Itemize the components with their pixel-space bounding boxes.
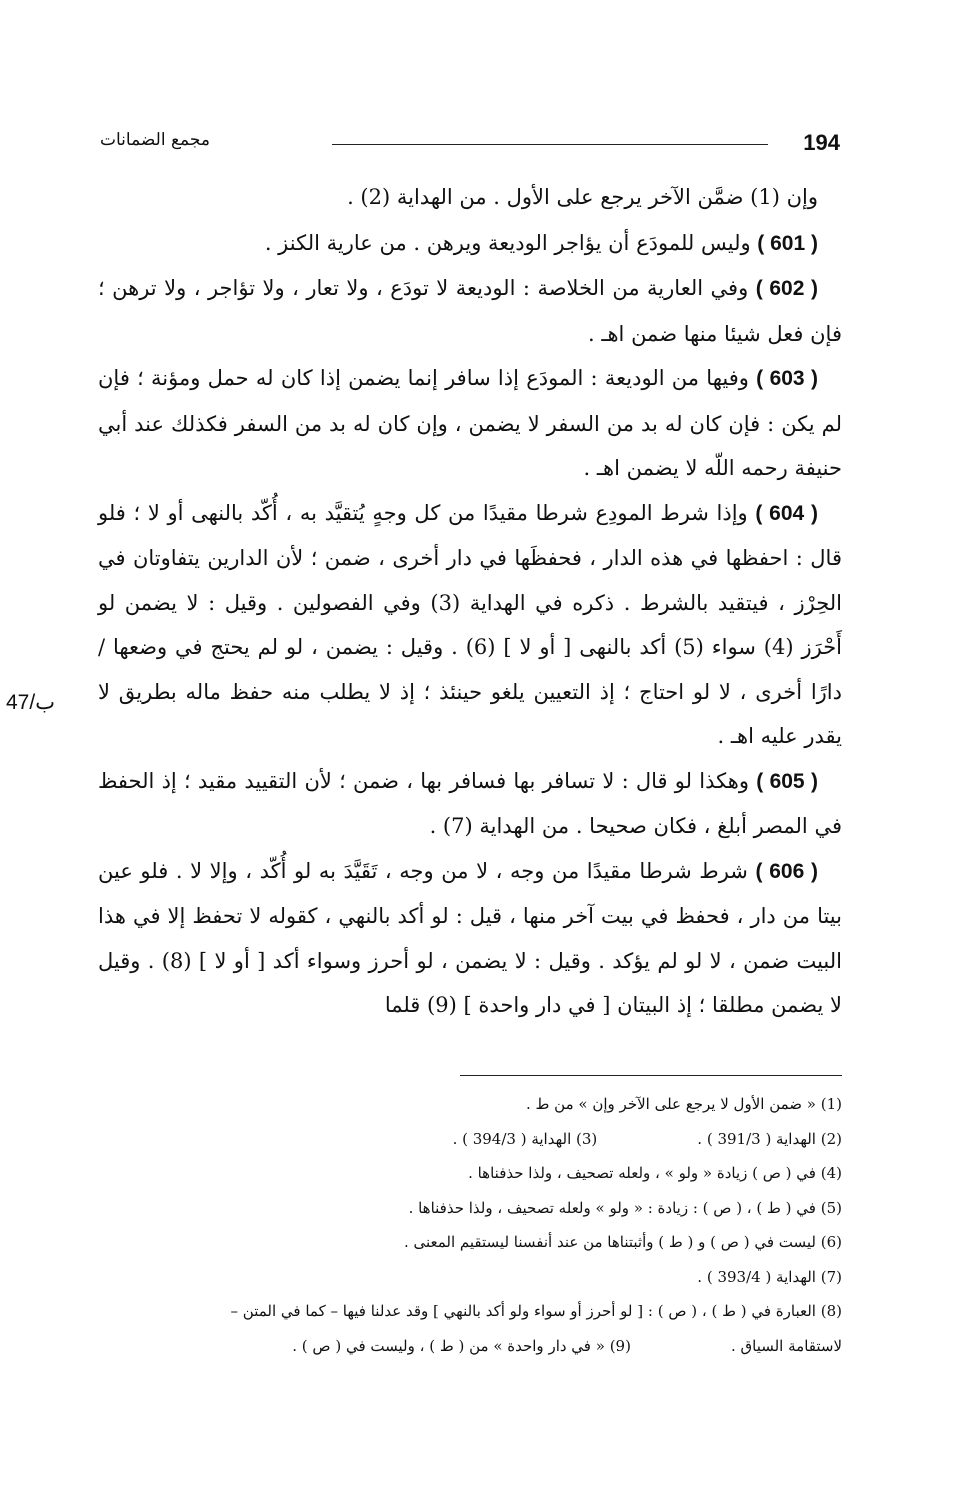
footnote: (4) في ( ص ) زيادة « ولو » ، ولعله تصحيف ، ولذا حذفناها . xyxy=(468,1164,842,1182)
paragraph xyxy=(98,491,842,759)
footnote-row xyxy=(100,1329,842,1364)
paragraph xyxy=(98,175,842,221)
paragraph-number: ( 603 ) xyxy=(756,367,819,390)
paragraph xyxy=(98,266,842,356)
footnote: (3) الهداية ( 394/3 ) . xyxy=(452,1129,598,1148)
footnote-continuation: لاستقامة السياق . xyxy=(730,1336,842,1355)
footnotes xyxy=(100,1087,842,1363)
footnote: (6) ليست في ( ص ) و ( ط ) وأثبتناها من عند أنفسنا ليستقيم المعنى . xyxy=(403,1233,842,1251)
paragraph-text: وهكذا لو قال : لا تسافر بها فسافر بها ، ضمن ؛ لأن التقييد مقيد ؛ إذ الحفظ في المصر أبلغ ، فكان صحيحا . من الهداية (7) . xyxy=(98,768,842,838)
paragraph-text: وليس للمودَع أن يؤاجر الوديعة ويرهن . من عارية الكنز . xyxy=(264,230,758,255)
paragraph-text: وفي العارية من الخلاصة : الوديعة لا تودَع ، ولا تعار ، ولا تؤاجر ، ولا ترهن ؛ فإن فعل شيئا منها ضمن اهـ . xyxy=(98,276,842,346)
footnote-rule xyxy=(460,1075,842,1076)
paragraph-number: ( 606 ) xyxy=(755,859,819,883)
paragraph-number: ( 604 ) xyxy=(755,501,819,525)
main-text xyxy=(98,175,842,1028)
paragraph-text: وإذا شرط المودِع شرطا مقيدًا من كل وجهٍ يُتقيَّد به ، أُكّد بالنهى أو لا ؛ فلو قال : احفظها في هذه الدار ، فحفظَها في دار أخرى ، ضمن ؛ لأن الدارين يتفاوتان في الحِرْز ، فيتقيد بالشرط . ذكره في الهداية (3) وفي الفصولين . وقيل : لا يضمن لو أَحْرَز (4) سواء (5) أكد بالنهى [ أو لا ] (6) . وقيل : يضمن ، لو لم يحتج في وضعها / دارًا أخرى ، لا لو احتاج ؛ إذ التعيين يلغو حينئذ ؛ إذ لا يطلب منه حفظ ماله بطريق لا يقدر عليه اهـ . xyxy=(98,500,843,748)
margin-folio-note: 47/ب xyxy=(6,691,55,714)
footnote: (7) الهداية ( 393/4 ) . xyxy=(697,1267,842,1286)
footnote: (2) الهداية ( 391/3 ) . xyxy=(697,1129,842,1148)
paragraph-text: شرط شرطا مقيدًا من وجه ، لا من وجه ، تَقَيَّدَ به لو أُكّد ، وإلا لا . فلو عين بيتا من دار ، فحفظ في بيت آخر منها ، قيل : لو أكد بالنهي ، كقوله لا تحفظ إلا في هذا البيت ضمن ، لا لو لم يؤكد . وقيل : لا يضمن ، لو أحرز وسواء أكد [ أو لا ] (8) . وقيل لا يضمن مطلقا ؛ إذ البيتان [ في دار واحدة ] (9) قلما xyxy=(98,858,842,1017)
paragraph xyxy=(98,221,842,267)
paragraph xyxy=(98,356,842,491)
page-header xyxy=(100,128,840,158)
page-number: 194 xyxy=(803,130,840,155)
paragraph-number: ( 605 ) xyxy=(756,769,819,793)
paragraph-number: ( 601 ) xyxy=(757,231,818,255)
paragraph-text: وفيها من الوديعة : المودَع إذا سافر إنما يضمن إذا كان له حمل ومؤنة ؛ فإن لم يكن : فإن كان له بد من السفر لا يضمن ، وإن كان له بد من السفر فكذلك عند أبي حنيفة رحمه اللّه لا يضمن اهـ . xyxy=(98,366,842,480)
paragraph xyxy=(98,849,842,1028)
footnote: (9) « في دار واحدة » من ( ط ) ، وليست في ( ص ) . xyxy=(292,1336,631,1355)
footnote: (1) « ضمن الأول لا يرجع على الآخر وإن » من ط . xyxy=(526,1095,842,1113)
paragraph xyxy=(98,759,842,849)
footnote-row xyxy=(100,1122,842,1157)
footnote: (5) في ( ط ) ، ( ص ) : زيادة : « ولو » ولعله تصحيف ، ولذا حذفناها . xyxy=(408,1198,842,1217)
header-rule xyxy=(332,144,768,145)
paragraph-number: ( 602 ) xyxy=(755,277,819,300)
footnote: (8) العبارة في ( ط ) ، ( ص ) : [ لو أحرز أو سواء ولو أكد بالنهي ] وقد عدلنا فيها – كما في المتن – xyxy=(230,1302,842,1320)
paragraph-text: وإن (1) ضمَّن الآخر يرجع على الأول . من الهداية (2) . xyxy=(347,185,818,209)
running-title: مجمع الضمانات xyxy=(100,130,210,150)
